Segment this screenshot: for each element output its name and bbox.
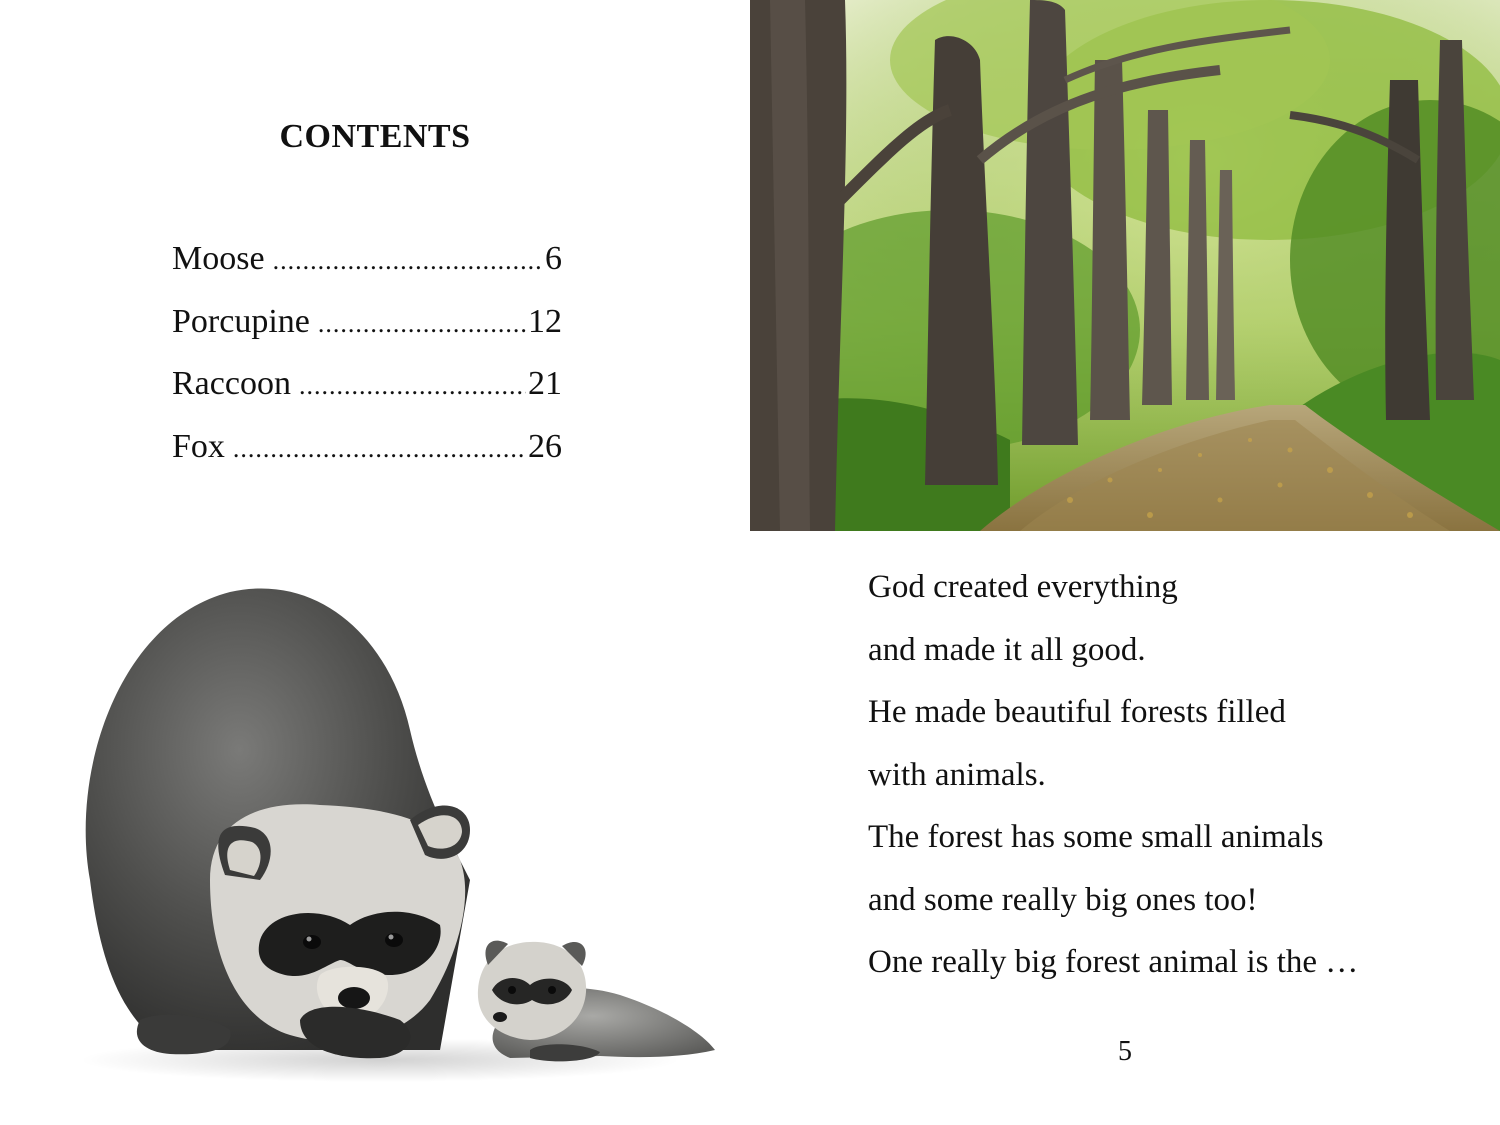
toc-leader-dots bbox=[299, 371, 526, 401]
story-line: with animals. bbox=[868, 756, 1046, 793]
toc-entry[interactable] bbox=[172, 303, 562, 366]
story-text bbox=[868, 565, 1468, 1003]
story-line: God created everything bbox=[868, 569, 1178, 605]
table-of-contents bbox=[172, 240, 562, 490]
toc-leader-dots bbox=[273, 246, 543, 276]
toc-entry-label: Raccoon bbox=[172, 365, 291, 402]
toc-leader-dots bbox=[318, 309, 526, 339]
story-line: and some really big ones too! bbox=[868, 881, 1258, 918]
toc-entry-page: 12 bbox=[528, 302, 562, 340]
toc-entry[interactable] bbox=[172, 428, 562, 491]
toc-entry-page: 6 bbox=[545, 240, 562, 277]
forest-photo bbox=[750, 0, 1500, 531]
story-line: The forest has some small animals bbox=[868, 819, 1324, 855]
right-page bbox=[750, 0, 1500, 1125]
toc-entry-label: Moose bbox=[172, 240, 265, 277]
story-line: and made it all good. bbox=[868, 631, 1146, 668]
story-line: One really big forest animal is the … bbox=[868, 944, 1359, 980]
raccoon-photo bbox=[60, 580, 720, 1100]
toc-entry-label: Porcupine bbox=[172, 302, 310, 340]
toc-entry-page: 26 bbox=[528, 427, 562, 465]
toc-entry[interactable] bbox=[172, 240, 562, 303]
contents-heading: CONTENTS bbox=[279, 118, 471, 155]
toc-entry[interactable] bbox=[172, 365, 562, 428]
toc-entry-label: Fox bbox=[172, 427, 225, 465]
page-number: 5 bbox=[1118, 1036, 1132, 1067]
story-line: He made beautiful forests filled bbox=[868, 694, 1286, 730]
toc-leader-dots bbox=[233, 434, 526, 464]
toc-entry-page: 21 bbox=[528, 365, 562, 402]
